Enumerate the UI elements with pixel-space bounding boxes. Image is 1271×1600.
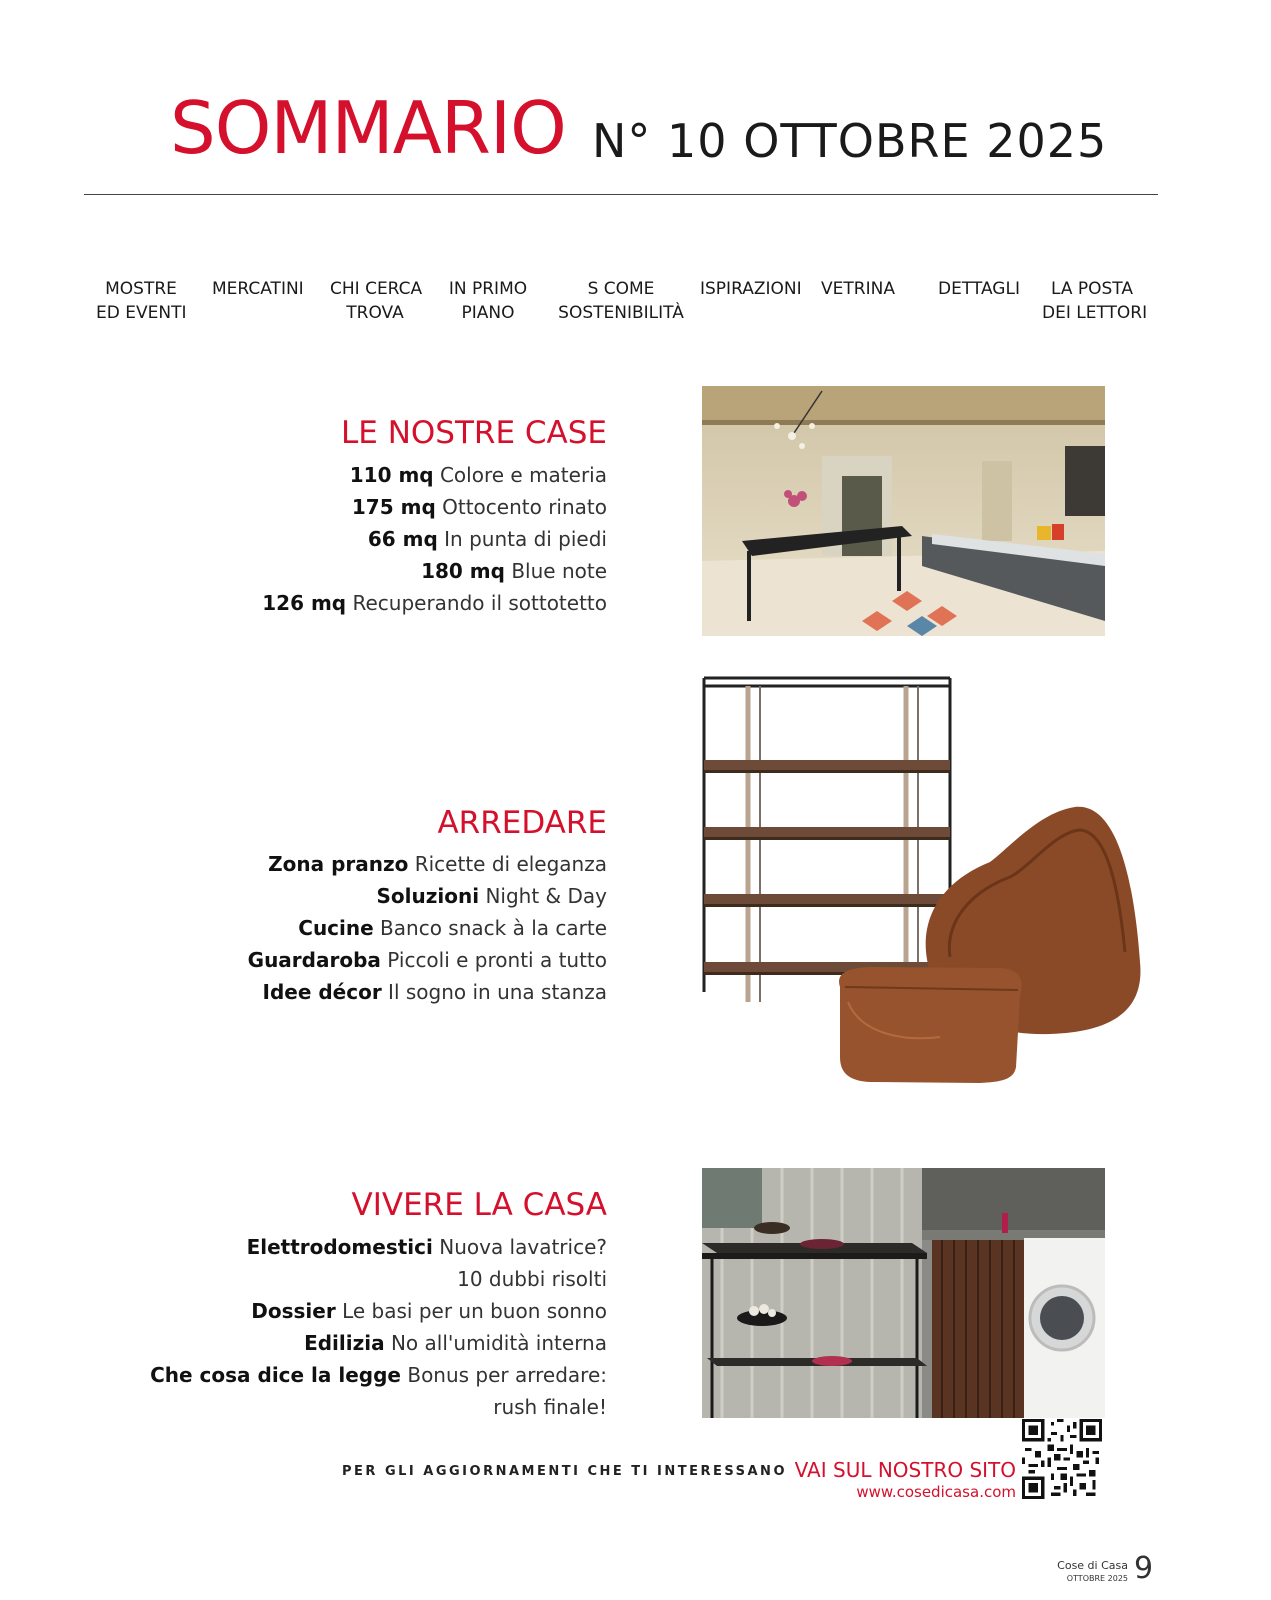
- entry-bold: Dossier: [251, 1299, 336, 1323]
- nav-label: DEI LETTORI: [1042, 303, 1148, 323]
- footer-cta: PER GLI AGGIORNAMENTI CHE TI INTERESSANO: [342, 1464, 787, 1479]
- nav-label: MOSTRE: [105, 279, 177, 299]
- list-item[interactable]: [262, 523, 607, 555]
- entry-bold: Guardaroba: [247, 948, 381, 972]
- nav-item-mercatini[interactable]: [212, 277, 302, 301]
- entry-text: Blue note: [504, 559, 607, 583]
- folio-magazine: [1057, 1559, 1128, 1585]
- site-link-label[interactable]: VAI SUL NOSTRO SITO: [794, 1458, 1016, 1482]
- entry-text: Banco snack à la carte: [373, 916, 607, 940]
- folio-date: OTTOBRE 2025: [1066, 1574, 1128, 1583]
- list-item[interactable]: [150, 1231, 607, 1263]
- entry-bold: 110 mq: [349, 463, 434, 487]
- entry-text: rush finale!: [493, 1395, 607, 1419]
- nav-label: LA POSTA: [1050, 279, 1133, 299]
- entry-bold: Edilizia: [304, 1331, 385, 1355]
- list-item[interactable]: [248, 976, 607, 1008]
- qr-code-icon[interactable]: [1022, 1419, 1102, 1499]
- section-entries-vivere: [150, 1231, 607, 1423]
- list-item[interactable]: [248, 944, 607, 976]
- entry-text: Recuperando il sottotetto: [346, 591, 607, 615]
- nav-label: S COME: [587, 279, 655, 299]
- nav-label: TROVA: [346, 303, 404, 323]
- entry-text: Night & Day: [479, 884, 607, 908]
- nav-item-s-come-sostenibilita[interactable]: [558, 277, 684, 325]
- nav-item-dettagli[interactable]: [938, 277, 1018, 301]
- list-item[interactable]: [248, 880, 607, 912]
- entry-text: Bonus per arredare:: [400, 1363, 607, 1387]
- nav-item-la-posta-dei-lettori[interactable]: [1042, 277, 1148, 325]
- entry-bold: Elettrodomestici: [246, 1235, 433, 1259]
- nav-label: CHI CERCA: [330, 279, 423, 299]
- nav-item-chi-cerca-trova[interactable]: [330, 277, 423, 325]
- living-room-photo: [702, 386, 1105, 636]
- list-item[interactable]: [262, 491, 607, 523]
- nav-label: DETTAGLI: [938, 279, 1020, 299]
- entry-bold: Che cosa dice la legge: [150, 1363, 401, 1387]
- page-title: SOMMARIO: [170, 86, 566, 170]
- entry-text: Le basi per un buon sonno: [335, 1299, 607, 1323]
- entry-text: Colore e materia: [433, 463, 607, 487]
- entry-bold: Idee décor: [262, 980, 382, 1004]
- header-divider: [84, 194, 1158, 195]
- entry-text: Ottocento rinato: [435, 495, 607, 519]
- list-item[interactable]: [150, 1263, 607, 1295]
- entry-text: No all'umidità interna: [384, 1331, 607, 1355]
- laundry-photo: [702, 1168, 1105, 1418]
- entry-bold: 126 mq: [262, 591, 347, 615]
- entry-bold: Cucine: [298, 916, 374, 940]
- list-item[interactable]: [150, 1295, 607, 1327]
- nav-item-mostre[interactable]: [96, 277, 186, 325]
- nav-label: ISPIRAZIONI: [700, 279, 802, 299]
- nav-item-vetrina[interactable]: [820, 277, 896, 301]
- list-item[interactable]: [150, 1359, 607, 1391]
- section-title-arredare[interactable]: ARREDARE: [437, 805, 607, 841]
- list-item[interactable]: [262, 459, 607, 491]
- page-number: 9: [1134, 1551, 1154, 1586]
- rubric-nav: [0, 277, 1271, 337]
- entry-text: Ricette di eleganza: [408, 852, 607, 876]
- section-entries-arredare: [248, 848, 607, 1008]
- nav-label: VETRINA: [821, 279, 895, 299]
- list-item[interactable]: [248, 912, 607, 944]
- entry-bold: 175 mq: [351, 495, 436, 519]
- section-title-vivere[interactable]: VIVERE LA CASA: [351, 1187, 607, 1223]
- list-item[interactable]: [262, 555, 607, 587]
- entry-text: In punta di piedi: [437, 527, 607, 551]
- nav-label: IN PRIMO: [448, 279, 528, 299]
- entry-bold: Soluzioni: [376, 884, 480, 908]
- entry-text: 10 dubbi risolti: [457, 1267, 607, 1291]
- nav-item-in-primo-piano[interactable]: [448, 277, 528, 325]
- site-url-link[interactable]: www.cosedicasa.com: [856, 1483, 1016, 1501]
- entry-text: Il sogno in una stanza: [381, 980, 607, 1004]
- nav-label: ED EVENTI: [96, 303, 187, 323]
- entry-bold: Zona pranzo: [268, 852, 409, 876]
- entry-text: Piccoli e pronti a tutto: [380, 948, 607, 972]
- nav-item-ispirazioni[interactable]: [700, 277, 800, 301]
- section-title-case[interactable]: LE NOSTRE CASE: [340, 415, 607, 451]
- shelf-beanbag-photo: [700, 672, 1160, 1102]
- entry-text: Nuova lavatrice?: [432, 1235, 607, 1259]
- nav-label: PIANO: [461, 303, 515, 323]
- folio-magazine-name: Cose di Casa: [1057, 1559, 1128, 1572]
- list-item[interactable]: [150, 1327, 607, 1359]
- list-item[interactable]: [262, 587, 607, 619]
- nav-label: SOSTENIBILITÀ: [558, 303, 684, 323]
- list-item[interactable]: [248, 848, 607, 880]
- entry-bold: 180 mq: [421, 559, 505, 583]
- list-item[interactable]: [150, 1391, 607, 1423]
- entry-bold: 66 mq: [367, 527, 438, 551]
- section-entries-case: [262, 459, 607, 619]
- issue-label: N° 10 OTTOBRE 2025: [592, 114, 1108, 168]
- nav-label: MERCATINI: [212, 279, 304, 299]
